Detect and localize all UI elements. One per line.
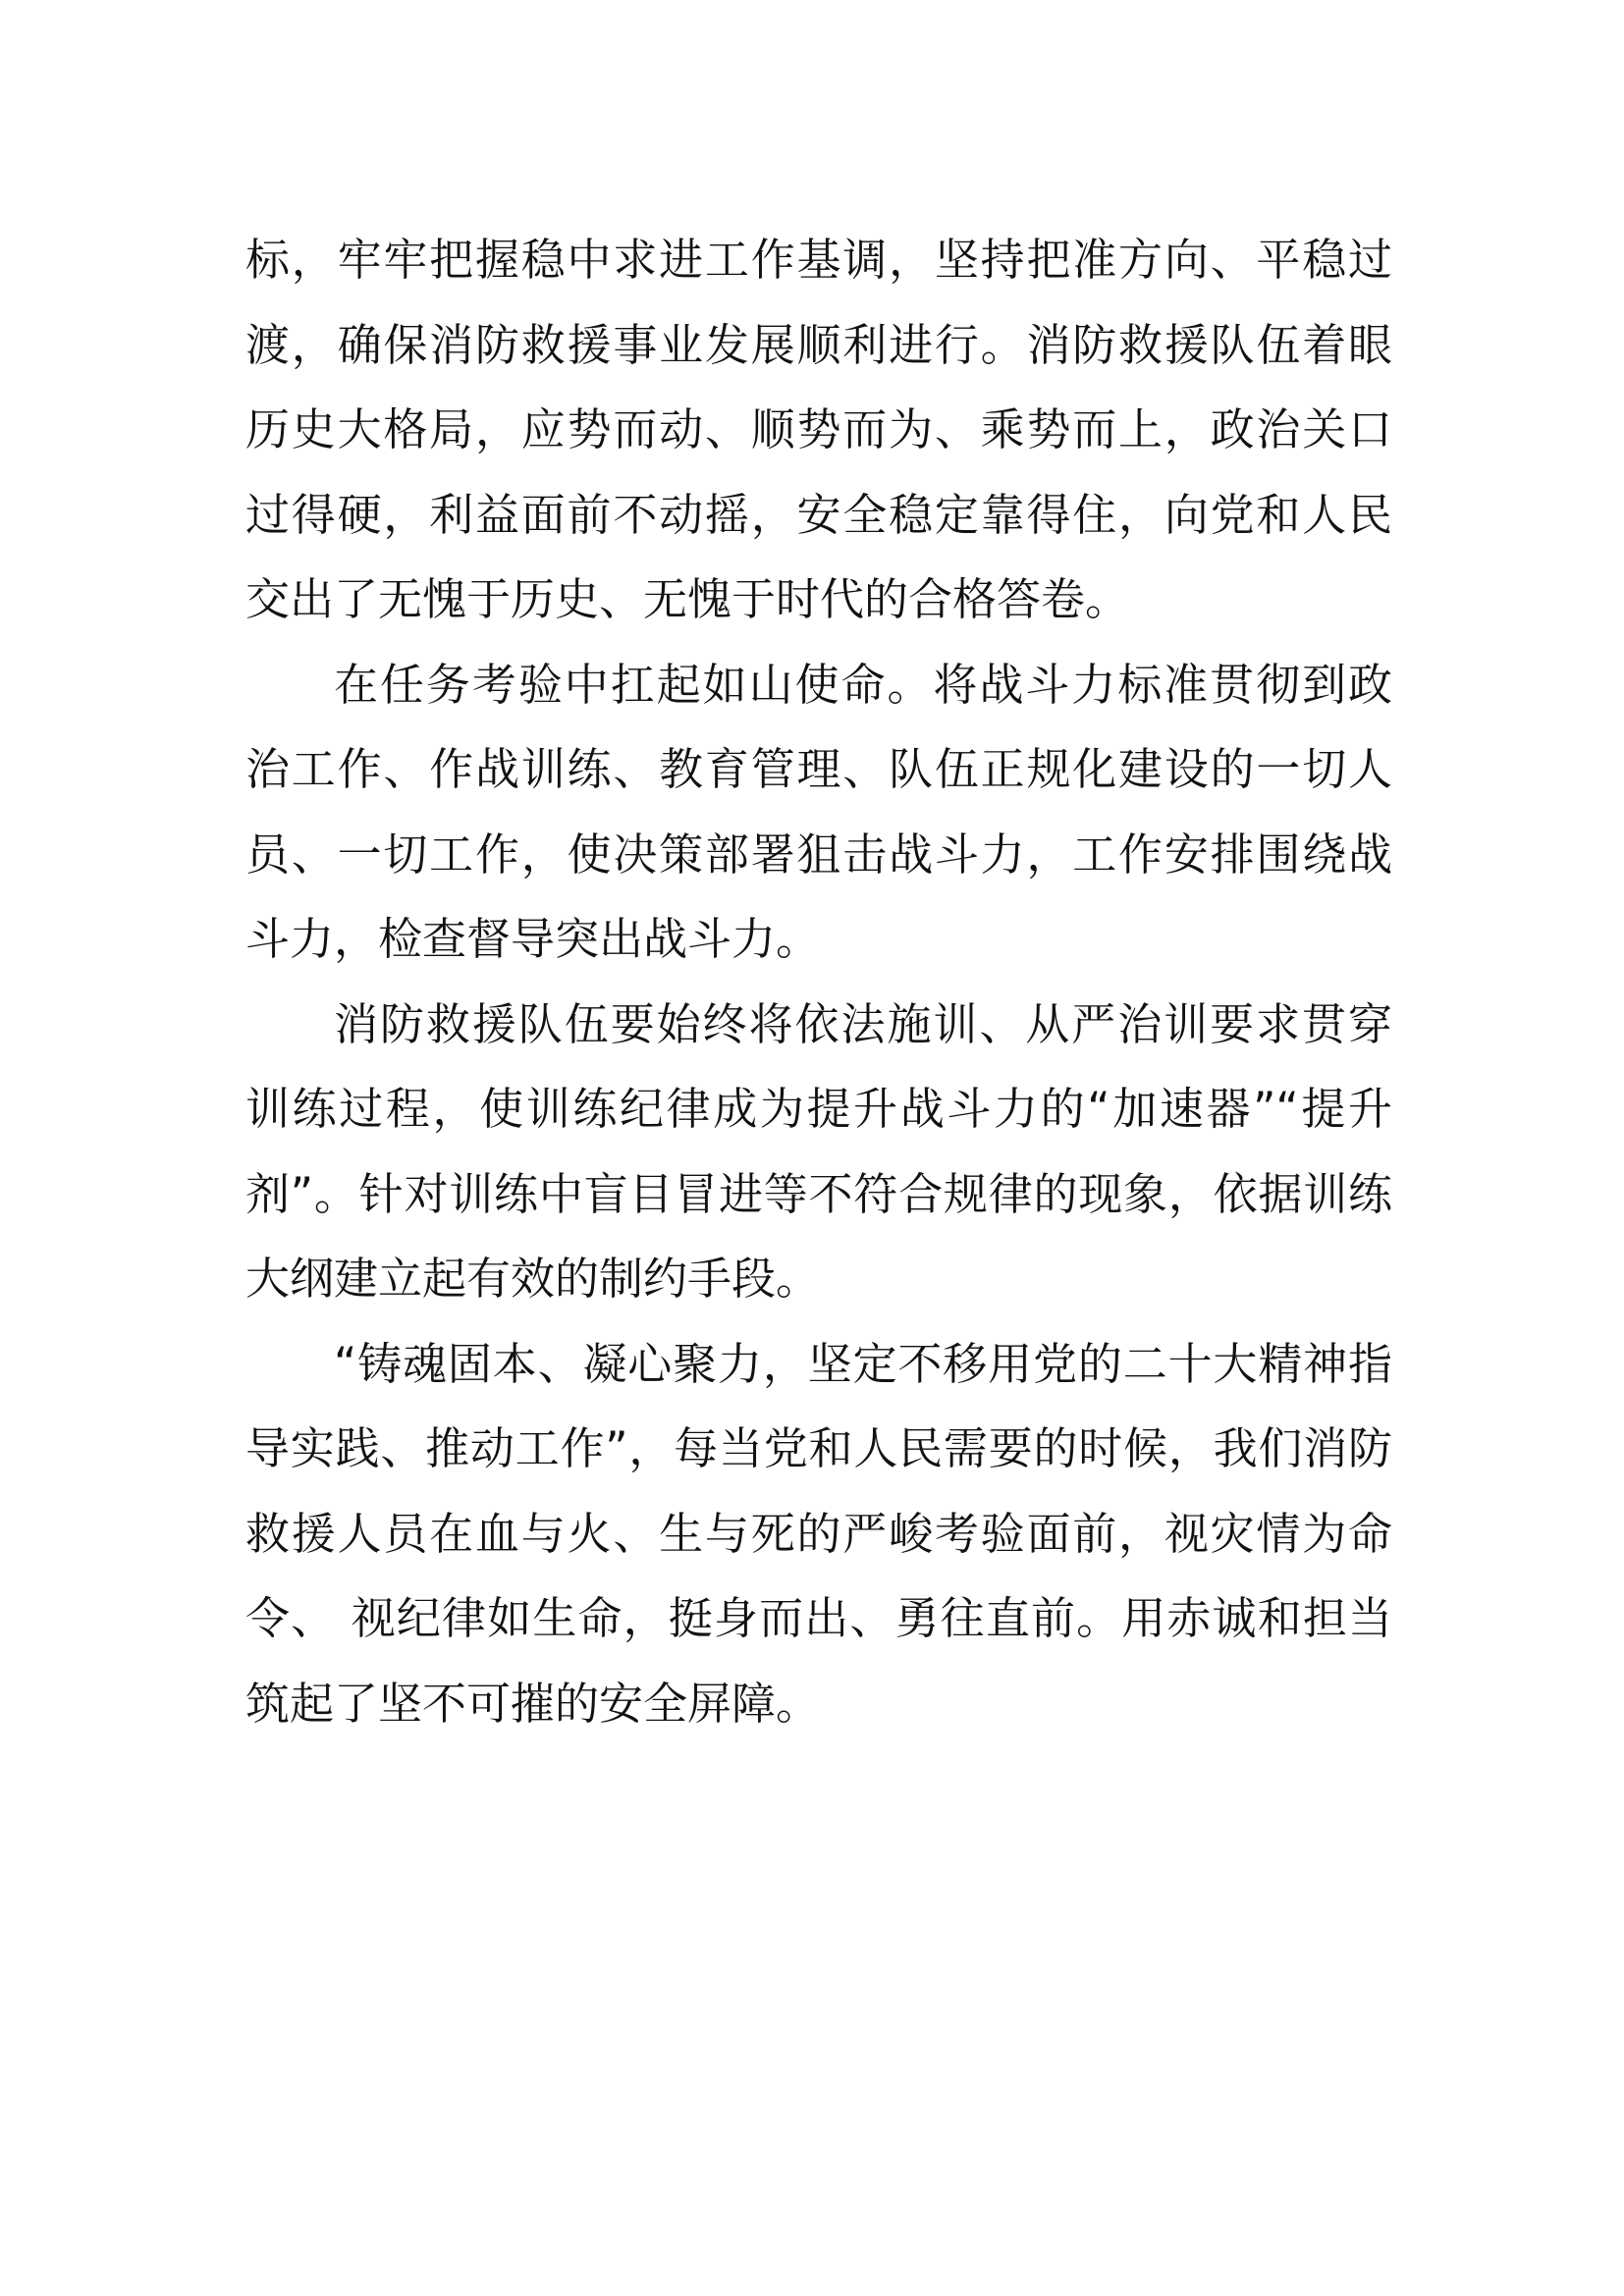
paragraph-mission: 在任务考验中扛起如山使命。将战斗力标准贯彻到政治工作、作战训练、教育管理、队伍正规化建设的一切人员、一切工作，使决策部署狙击战斗力，工作安排围绕战斗力，检查督导突出战斗力。 <box>245 658 1392 965</box>
paragraph-continued: 标，牢牢把握稳中求进工作基调，坚持把准方向、平稳过渡，确保消防救援事业发展顺利进行。消防救援队伍着眼历史大格局，应势而动、顺势而为、乘势而上，政治关口过得硬，利益面前不动摇，安全稳定靠得住，向党和人民交出了无愧于历史、无愧于时代的合格答卷。 <box>245 234 1392 625</box>
paragraph-training: 消防救援队伍要始终将依法施训、从严治训要求贯穿训练过程，使训练纪律成为提升战斗力的“加速器”“提升剂”。针对训练中盲目冒进等不符合规律的现象，依据训练大纲建立起有效的制约手段。 <box>245 997 1392 1305</box>
document-body <box>245 218 1392 1746</box>
paragraph-conclusion: “铸魂固本、凝心聚力，坚定不移用党的二十大精神指导实践、推动工作”，每当党和人民需要的时候，我们消防救援人员在血与火、生与死的严峻考验面前，视灾情为命令、 视纪律如生命，挺身而出、勇往直前。用赤诚和担当筑起了坚不可摧的安全屏障。 <box>245 1337 1392 1730</box>
